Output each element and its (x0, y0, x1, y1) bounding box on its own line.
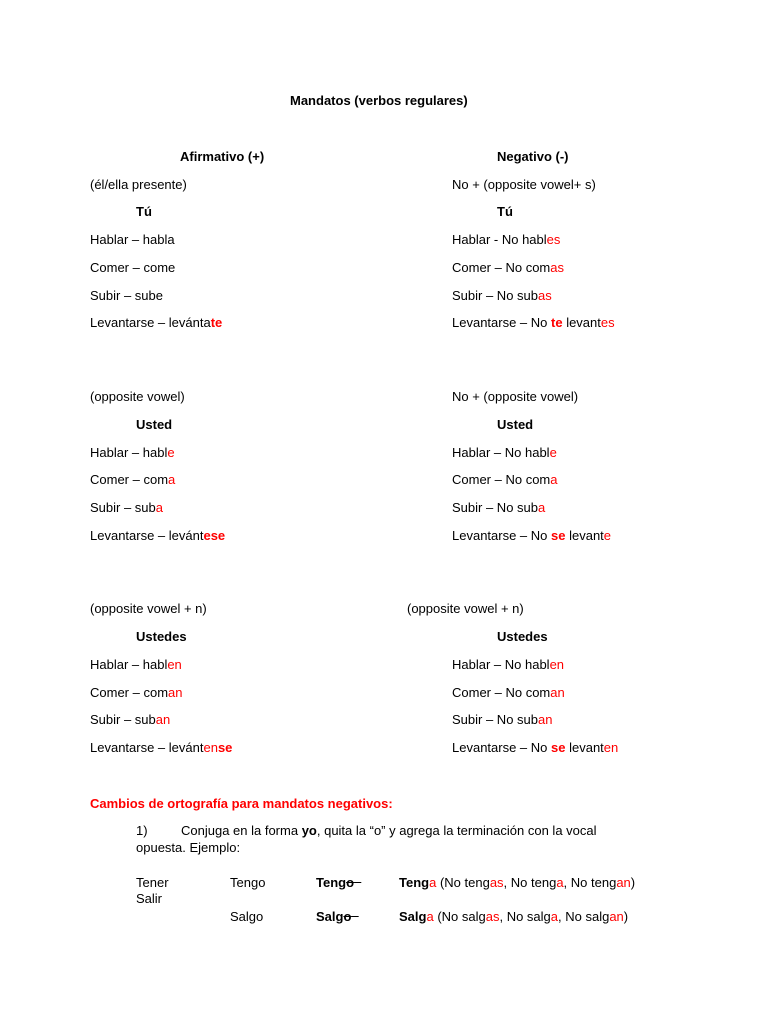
highlighted-ending: ese (203, 528, 226, 543)
tu-neg-subir (452, 288, 552, 304)
highlighted-ending: es (600, 315, 615, 330)
ustedes-negative-rule: (opposite vowel + n) (407, 601, 524, 616)
ustedes-neg-levantarse (452, 740, 618, 756)
ustedes-neg-hablar (452, 657, 564, 673)
highlighted-ending: an (609, 909, 624, 924)
usted-affirmative-heading: Usted (136, 417, 173, 432)
text-run: Conjuga en la forma (181, 823, 302, 838)
usted-affirmative-rule: (opposite vowel) (90, 389, 185, 404)
usted-aff-hablar (90, 445, 175, 461)
ustedes-neg-comer (452, 685, 565, 701)
text-run: Comer – com (90, 472, 169, 487)
text-run: Comer – No com (452, 472, 551, 487)
usted-aff-comer (90, 472, 175, 488)
highlighted-ending: an (168, 685, 183, 700)
tu-neg-hablar (452, 232, 560, 248)
highlighted-ending: e (603, 528, 612, 543)
ustedes-affirmative-heading: Ustedes (136, 629, 187, 644)
example-salir-struck-o: o (343, 909, 352, 924)
tu-aff-hablar (90, 232, 175, 248)
example-tener-struck-o: o (346, 875, 355, 890)
example-salir-strike-tail (351, 909, 358, 924)
highlighted-ending: a (538, 500, 546, 515)
highlighted-ending: en (203, 740, 218, 755)
usted-aff-subir (90, 500, 163, 516)
text-run: levant (562, 315, 601, 330)
highlighted-ending: a (155, 500, 163, 515)
ustedes-aff-levantarse (90, 740, 232, 756)
ustedes-negative-heading: Ustedes (497, 629, 548, 644)
text-run: ) (630, 875, 636, 890)
ustedes-aff-hablar (90, 657, 182, 673)
text-run: (No salg (433, 909, 486, 924)
text-run: , No teng (503, 875, 557, 890)
text-run: Hablar – No habl (452, 657, 550, 672)
usted-neg-subir (452, 500, 545, 516)
usted-neg-levantarse (452, 528, 611, 544)
highlighted-ending: an (616, 875, 631, 890)
ustedes-aff-comer (90, 685, 183, 701)
example-tener-stem (316, 875, 361, 891)
tu-affirmative-heading: Tú (136, 204, 152, 219)
example-salir-result (399, 909, 628, 925)
tu-aff-subir (90, 288, 163, 304)
highlighted-ending: an (155, 712, 171, 727)
ustedes-affirmative-rule: (opposite vowel + n) (90, 601, 207, 616)
text-run: Subir – sube (90, 288, 163, 303)
highlighted-ending: a (556, 875, 564, 890)
usted-neg-comer (452, 472, 557, 488)
text-run: , quita la “o” y agrega la terminación con la vocal (316, 823, 597, 838)
text-run: Subir – No sub (452, 712, 538, 727)
text-run: Subir – sub (90, 500, 156, 515)
highlighted-ending: te (210, 315, 223, 330)
example-salir-stem (316, 909, 359, 925)
example-salir-stem-text: Salg (316, 909, 344, 924)
highlighted-ending: es (546, 232, 561, 247)
highlighted-ending: a (550, 909, 559, 924)
text-run: , No salg (499, 909, 551, 924)
text-run: Levantarse – levánt (90, 528, 204, 543)
highlighted-ending: a (426, 909, 434, 924)
highlighted-ending: e (549, 445, 557, 460)
page-title: Mandatos (verbos regulares) (290, 93, 468, 108)
ustedes-aff-subir (90, 712, 170, 728)
example-tener-yo: Tengo (230, 875, 266, 890)
text-run: Salg (399, 909, 427, 924)
text-run: Hablar - No habl (452, 232, 547, 247)
text-run: Subir – No sub (452, 288, 538, 303)
spelling-heading: Cambios de ortografía para mandatos negativos: (90, 796, 393, 811)
text-run: Comer – No com (452, 685, 551, 700)
text-run: Hablar – habl (90, 445, 168, 460)
text-run: ) (623, 909, 629, 924)
afirmativo-header: Afirmativo (+) (180, 149, 265, 164)
text-run: Hablar – No habl (452, 445, 550, 460)
example-tener-stem-text: Teng (316, 875, 347, 890)
text-run: levant (565, 740, 604, 755)
highlighted-ending: an (538, 712, 553, 727)
highlighted-ending: te (551, 315, 563, 330)
spelling-item-line2: opuesta. Ejemplo: (136, 840, 241, 855)
highlighted-ending: a (429, 875, 437, 890)
text-run: , No teng (563, 875, 617, 890)
negativo-header: Negativo (-) (497, 149, 569, 164)
highlighted-ending: a (168, 472, 176, 487)
usted-aff-levantarse (90, 528, 225, 544)
highlighted-ending: as (489, 875, 504, 890)
example-tener-strike-tail (354, 875, 361, 890)
usted-negative-heading: Usted (497, 417, 534, 432)
usted-neg-hablar (452, 445, 557, 461)
tu-affirmative-rule: (él/ella presente) (90, 177, 187, 192)
text-run: Comer – come (90, 260, 176, 275)
highlighted-ending: as (550, 260, 564, 275)
text-run: Levantarse – levánta (90, 315, 211, 330)
tu-neg-levantarse (452, 315, 615, 331)
text-run: Hablar – habl (90, 657, 168, 672)
tu-negative-heading: Tú (497, 204, 513, 219)
highlighted-ending: en (549, 657, 565, 672)
highlighted-ending: a (550, 472, 558, 487)
highlighted-ending: se (217, 740, 233, 755)
highlighted-ending: se (551, 740, 566, 755)
text-run: , No salg (558, 909, 610, 924)
text-run: Teng (399, 875, 430, 890)
spelling-item-number: 1) (136, 823, 148, 838)
text-run: Levantarse – No (452, 528, 552, 543)
example-tener-result (399, 875, 635, 891)
spelling-item-line1 (181, 823, 597, 839)
ustedes-neg-subir (452, 712, 552, 728)
highlighted-ending: e (167, 445, 175, 460)
text-run: (No teng (436, 875, 490, 890)
text-run: Subir – No sub (452, 500, 538, 515)
highlighted-ending: as (485, 909, 500, 924)
highlighted-ending: as (538, 288, 552, 303)
text-run: Comer – No com (452, 260, 551, 275)
example-salir-yo: Salgo (230, 909, 264, 924)
tu-aff-levantarse (90, 315, 222, 331)
highlighted-ending: en (167, 657, 182, 672)
highlighted-ending: se (551, 528, 566, 543)
example-salir-infinitive: Salir (136, 891, 163, 906)
text-run: Subir – sub (90, 712, 156, 727)
text-run: yo (301, 823, 317, 838)
usted-negative-rule: No + (opposite vowel) (452, 389, 579, 404)
text-run: Levantarse – No (452, 315, 552, 330)
tu-neg-comer (452, 260, 564, 276)
text-run: Levantarse – No (452, 740, 552, 755)
text-run: levant (565, 528, 604, 543)
text-run: Levantarse – levánt (90, 740, 204, 755)
highlighted-ending: an (550, 685, 565, 700)
example-tener-infinitive: Tener (136, 875, 169, 890)
text-run: Hablar – habla (90, 232, 175, 247)
tu-negative-rule: No + (opposite vowel+ s) (452, 177, 596, 192)
text-run: Comer – com (90, 685, 169, 700)
highlighted-ending: en (603, 740, 619, 755)
tu-aff-comer (90, 260, 175, 276)
